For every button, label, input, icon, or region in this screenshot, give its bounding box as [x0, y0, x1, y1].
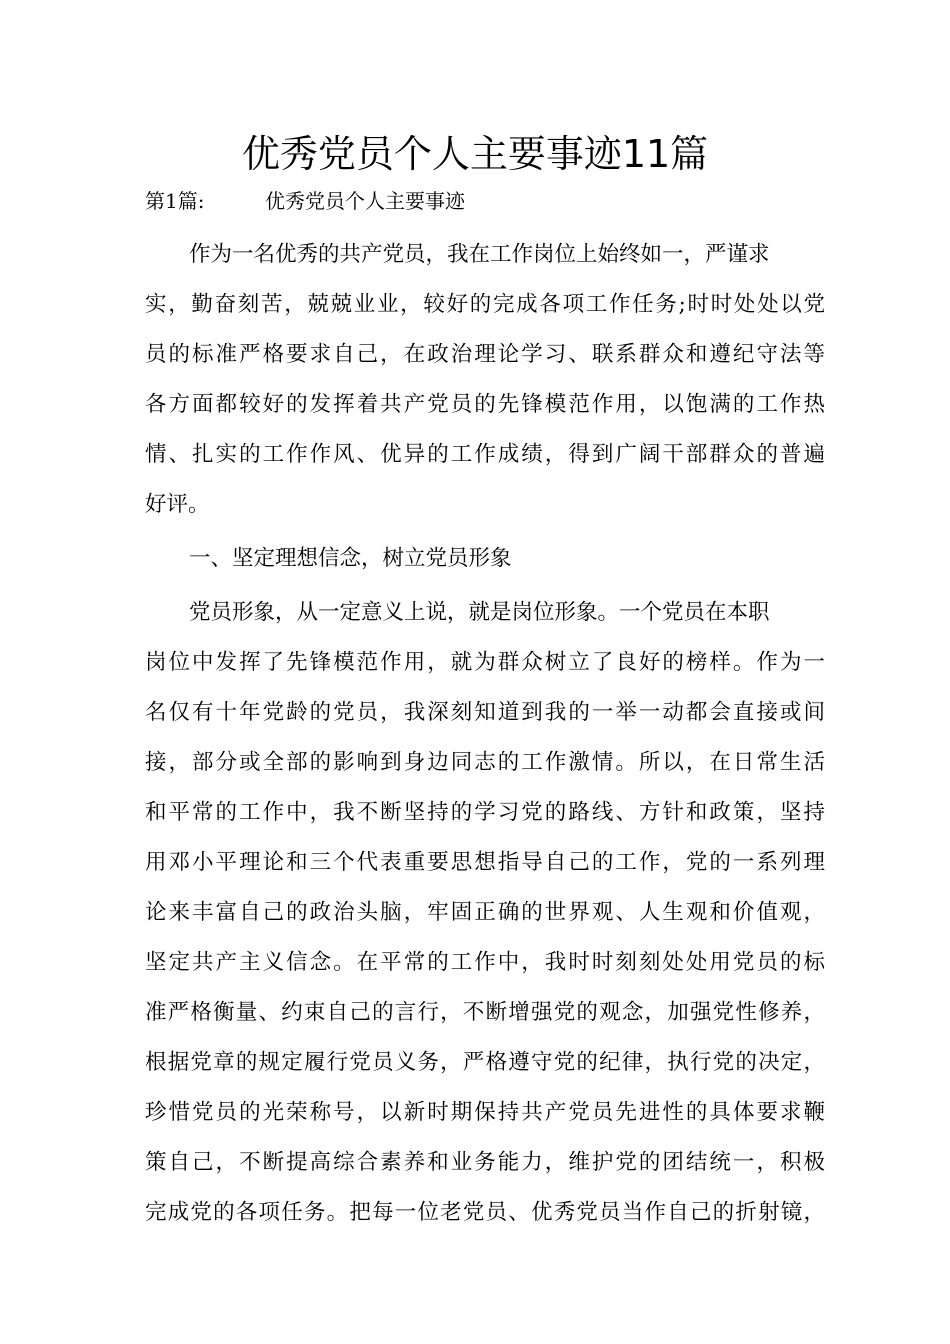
chapter-title: 优秀党员个人主要事迹 — [265, 189, 465, 213]
paragraph-line: 坚定共产主义信念。在平常的工作中，我时时刻刻处处用党员的标 — [145, 950, 825, 975]
paragraph-line: 准严格衡量、约束自己的言行，不断增强党的观念，加强党性修养， — [145, 1000, 825, 1025]
section-heading: 一、坚定理想信念，树立党员形象 — [189, 546, 512, 571]
paragraph-line: 各方面都较好的发挥着共产党员的先锋模范作用，以饱满的工作热 — [145, 392, 825, 417]
paragraph-line: 珍惜党员的光荣称号，以新时期保持共产党员先进性的具体要求鞭 — [145, 1100, 825, 1125]
chapter-label: 第1篇: — [145, 189, 205, 213]
paragraph-line: 员的标准严格要求自己，在政治理论学习、联系群众和遵纪守法等 — [145, 342, 825, 367]
document-body — [145, 230, 825, 1238]
paragraph-line: 根据党章的规定履行党员义务，严格遵守党的纪律，执行党的决定， — [145, 1050, 825, 1075]
paragraph-line: 名仅有十年党龄的党员，我深刻知道到我的一举一动都会直接或间 — [145, 700, 825, 725]
paragraph-line: 论来丰富自己的政治头脑，牢固正确的世界观、人生观和价值观， — [145, 900, 825, 925]
paragraph-line: 好评。 — [145, 492, 210, 517]
paragraph-line: 作为一名优秀的共产党员，我在工作岗位上始终如一，严谨求 — [189, 242, 770, 267]
document-title: 优秀党员个人主要事迹11篇 — [241, 132, 709, 176]
paragraph-line: 完成党的各项任务。把每一位老党员、优秀党员当作自己的折射镜， — [145, 1200, 825, 1225]
paragraph-line: 情、扎实的工作作风、优异的工作成绩，得到广阔干部群众的普遍 — [145, 442, 825, 467]
paragraph-line: 实，勤奋刻苦，兢兢业业，较好的完成各项工作任务;时时处处以党 — [145, 292, 825, 317]
paragraph-line: 岗位中发挥了先锋模范作用，就为群众树立了良好的榜样。作为一 — [145, 650, 825, 675]
paragraph-line: 接，部分或全部的影响到身边同志的工作激情。所以，在日常生活 — [145, 750, 825, 775]
paragraph-line: 策自己，不断提高综合素养和业务能力，维护党的团结统一，积极 — [145, 1150, 825, 1175]
paragraph-line: 用邓小平理论和三个代表重要思想指导自己的工作，党的一系列理 — [145, 850, 825, 875]
paragraph-line: 党员形象，从一定意义上说，就是岗位形象。一个党员在本职 — [189, 600, 770, 625]
chapter-heading — [145, 186, 465, 216]
paragraph-line: 和平常的工作中，我不断坚持的学习党的路线、方针和政策，坚持 — [145, 800, 825, 825]
